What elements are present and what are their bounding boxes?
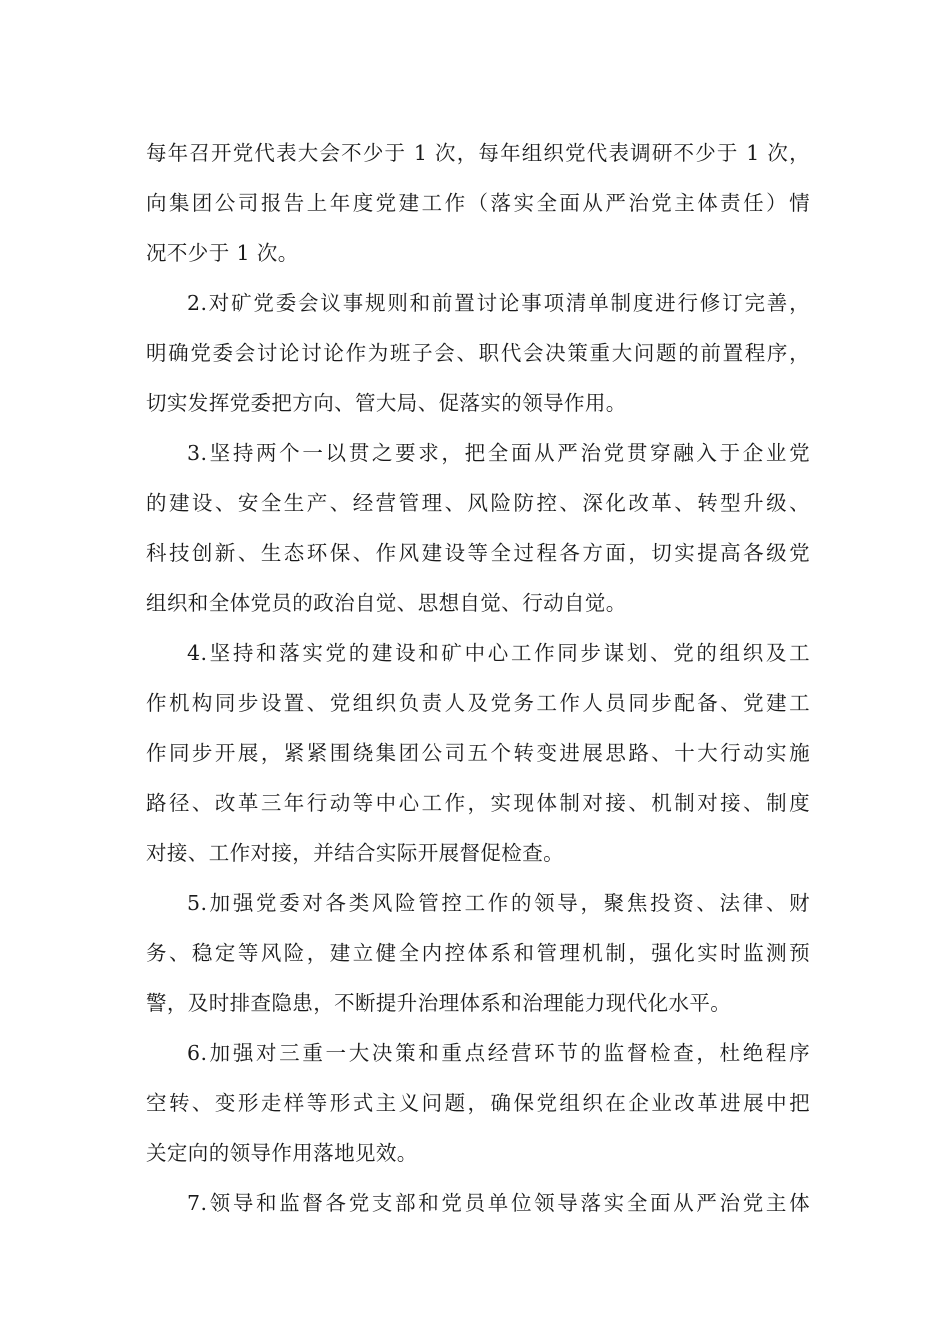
paragraph-item-4 bbox=[146, 628, 810, 878]
paragraph-item-3 bbox=[146, 428, 810, 628]
paragraph-item-7 bbox=[146, 1178, 810, 1228]
text-line: 路径、改革三年行动等中心工作，实现体制对接、机制对接、制度 bbox=[146, 791, 810, 815]
text-line: 务、稳定等风险，建立健全内控体系和管理机制，强化实时监测预 bbox=[146, 941, 810, 965]
text-line: 4.坚持和落实党的建设和矿中心工作同步谋划、党的组织及工 bbox=[187, 641, 810, 665]
paragraph-item-2 bbox=[146, 278, 810, 428]
text-line: 关定向的领导作用落地见效。 bbox=[146, 1141, 418, 1165]
text-line: 明确党委会讨论讨论作为班子会、职代会决策重大问题的前置程序， bbox=[146, 341, 810, 365]
text-line: 组织和全体党员的政治自觉、思想自觉、行动自觉。 bbox=[146, 591, 627, 615]
text-line: 科技创新、生态环保、作风建设等全过程各方面，切实提高各级党 bbox=[146, 541, 810, 565]
text-line: 空转、变形走样等形式主义问题，确保党组织在企业改革进展中把 bbox=[146, 1091, 810, 1115]
text-line: 况不少于 1 次。 bbox=[146, 241, 299, 265]
text-line: 的建设、安全生产、经营管理、风险防控、深化改革、转型升级、 bbox=[146, 491, 810, 515]
document-body bbox=[146, 128, 810, 1228]
text-line: 作同步开展，紧紧围绕集团公司五个转变进展思路、十大行动实施 bbox=[146, 741, 810, 765]
text-line: 向集团公司报告上年度党建工作（落实全面从严治党主体责任）情 bbox=[146, 191, 810, 215]
text-line: 7.领导和监督各党支部和党员单位领导落实全面从严治党主体 bbox=[187, 1191, 810, 1215]
paragraph-item-5 bbox=[146, 878, 810, 1028]
text-line: 每年召开党代表大会不少于 1 次，每年组织党代表调研不少于 1 次， bbox=[146, 141, 810, 165]
paragraph-item-6 bbox=[146, 1028, 810, 1178]
text-line: 6.加强对三重一大决策和重点经营环节的监督检查，杜绝程序 bbox=[187, 1041, 810, 1065]
text-line: 作机构同步设置、党组织负责人及党务工作人员同步配备、党建工 bbox=[146, 691, 810, 715]
text-line: 2.对矿党委会议事规则和前置讨论事项清单制度进行修订完善， bbox=[187, 291, 810, 315]
text-line: 警，及时排查隐患，不断提升治理体系和治理能力现代化水平。 bbox=[146, 991, 732, 1015]
text-line: 切实发挥党委把方向、管大局、促落实的领导作用。 bbox=[146, 391, 627, 415]
text-line: 5.加强党委对各类风险管控工作的领导，聚焦投资、法律、财 bbox=[187, 891, 810, 915]
paragraph-continuation bbox=[146, 128, 810, 278]
text-line: 3.坚持两个一以贯之要求，把全面从严治党贯穿融入于企业党 bbox=[187, 441, 810, 465]
text-line: 对接、工作对接，并结合实际开展督促检查。 bbox=[146, 841, 564, 865]
